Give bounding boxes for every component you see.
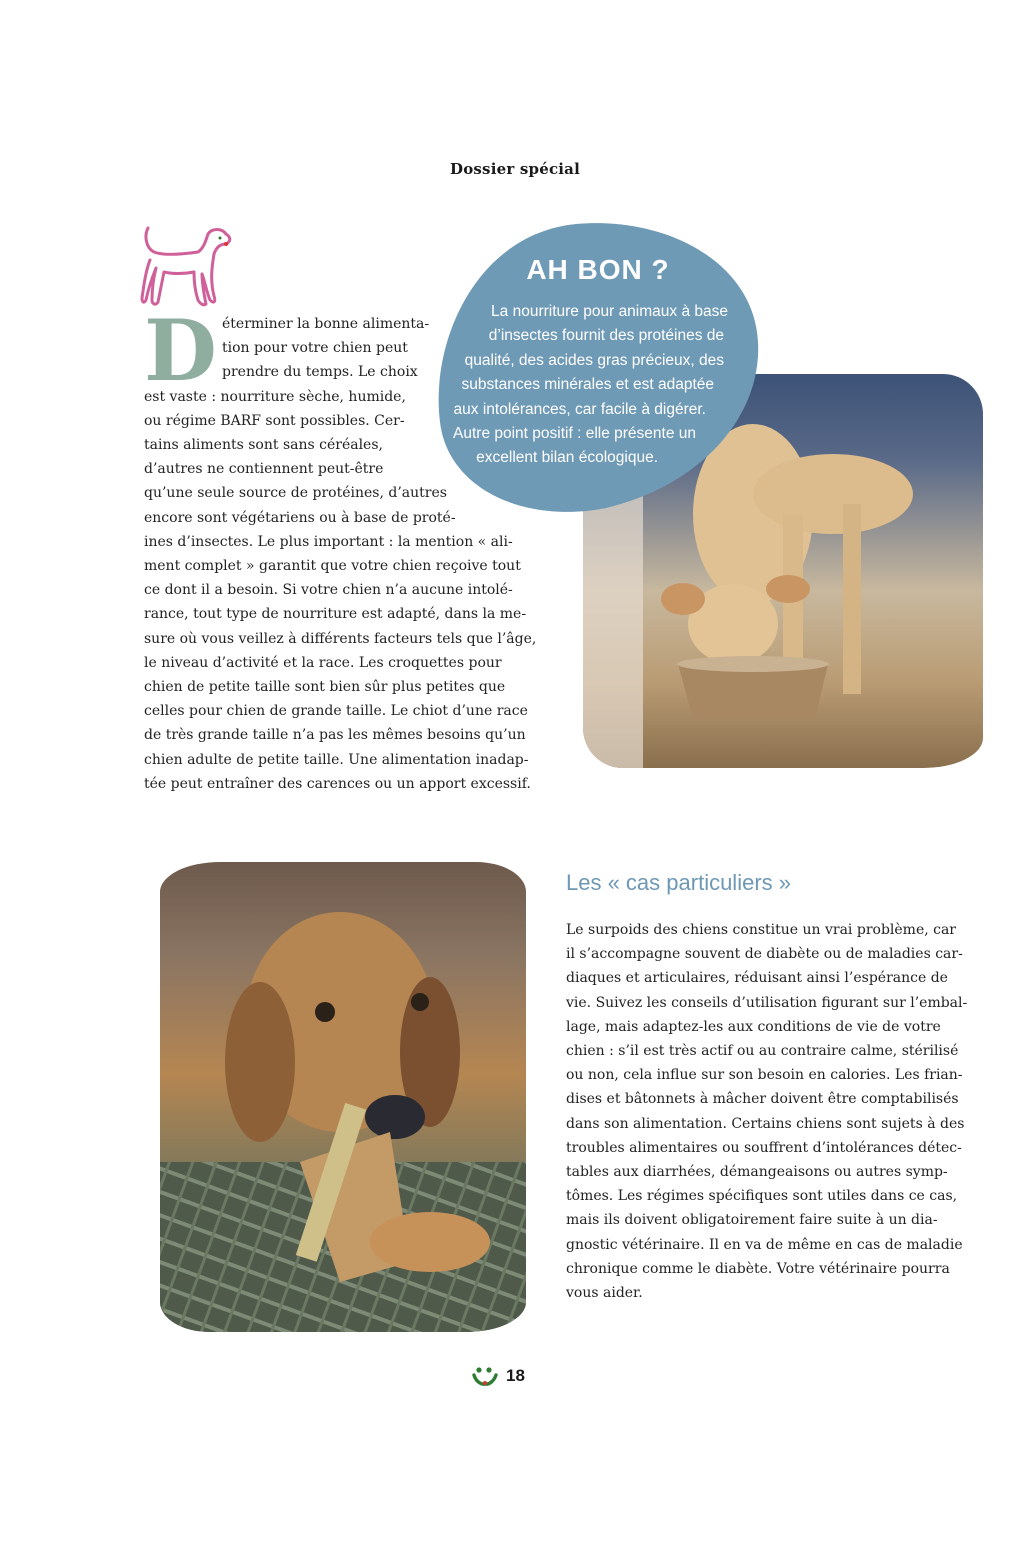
callout-line: d’insectes fournit des protéines de	[488, 327, 724, 345]
intro-line: tion pour votre chien peut	[222, 340, 408, 357]
intro-line: tée peut entraîner des carences ou un apport excessif.	[144, 775, 531, 792]
section2-line: dans son alimentation. Certains chiens sont sujets à des	[566, 1115, 965, 1132]
section2-line: mais ils doivent obligatoirement faire suite à un dia-	[566, 1212, 938, 1229]
intro-line: ce dont il a besoin. Si votre chien n’a aucune intolé-	[144, 582, 513, 599]
intro-line: sure où vous veillez à différents facteurs tels que l’âge,	[144, 630, 537, 647]
intro-line: celles pour chien de grande taille. Le chiot d’une race	[144, 703, 528, 720]
dog-outline-icon	[140, 224, 236, 310]
photo-dog-chewing	[160, 862, 526, 1332]
smiley-logo-icon	[472, 1366, 498, 1386]
callout-line: qualité, des acides gras précieux, des	[464, 351, 724, 369]
intro-line: rance, tout type de nourriture est adapté, dans la me-	[144, 606, 527, 623]
intro-line: chien de petite taille sont bien sûr plus petites que	[144, 679, 506, 696]
section2-line: vie. Suivez les conseils d’utilisation figurant sur l’embal-	[566, 994, 968, 1011]
section2-line: il s’accompagne souvent de diabète ou de maladies car-	[566, 946, 963, 963]
intro-line: prendre du temps. Le choix	[222, 364, 418, 381]
callout-title: AH BON ?	[526, 254, 670, 285]
intro-line: chien adulte de petite taille. Une alimentation inadap-	[144, 751, 529, 768]
section2-line: gnostic vétérinaire. Il en va de même en cas de maladie	[566, 1236, 963, 1253]
section2-line: Le surpoids des chiens constitue un vrai problème, car	[566, 922, 957, 938]
section2-line: dises et bâtonnets à mâcher doivent être comptabilisés	[566, 1091, 959, 1108]
section2-line: diaques et articulaires, réduisant ainsi l’espérance de	[566, 970, 948, 987]
page-number: 18	[506, 1366, 525, 1385]
intro-line: de très grande taille n’a pas les mêmes besoins qu’un	[144, 727, 526, 744]
intro-line: qu’une seule source de protéines, d’autres	[144, 485, 447, 502]
intro-line: ou régime BARF sont possibles. Cer-	[144, 412, 405, 429]
page-footer	[472, 1366, 525, 1386]
callout-line: aux intolérances, car facile à digérer.	[453, 400, 706, 418]
intro-line: le niveau d’activité et la race. Les croquettes pour	[144, 654, 502, 671]
intro-line: est vaste : nourriture sèche, humide,	[144, 388, 406, 405]
callout-text	[436, 300, 760, 471]
section-heading: Les « cas particuliers »	[566, 870, 791, 895]
intro-line: d’autres ne contiennent peut-être	[144, 461, 384, 478]
intro-line: ment complet » garantit que votre chien reçoive tout	[144, 558, 521, 575]
drop-cap: D	[144, 301, 217, 400]
section2-paragraph	[566, 918, 966, 1305]
section2-line: tables aux diarrhées, démangeaisons ou autres symp-	[566, 1164, 948, 1181]
callout-line: La nourriture pour animaux à base	[491, 303, 728, 320]
callout-line: substances minérales et est adaptée	[461, 376, 714, 394]
intro-line: éterminer la bonne alimenta-	[222, 316, 430, 332]
section-label: Dossier spécial	[450, 160, 580, 178]
intro-line: ines d’insectes. Le plus important : la mention « ali-	[144, 533, 513, 550]
section2-line: chronique comme le diabète. Votre vétérinaire pourra	[566, 1260, 950, 1277]
dog-chewing-illustration	[160, 862, 526, 1332]
section2-line: vous aider.	[566, 1285, 643, 1302]
callout-line: excellent bilan écologique.	[476, 449, 658, 467]
intro-line: encore sont végétariens ou à base de proté-	[144, 509, 456, 526]
section2-line: ou non, cela influe sur son besoin en calories. Les frian-	[566, 1067, 963, 1084]
section2-line: lage, mais adaptez-les aux conditions de vie de votre	[566, 1018, 941, 1035]
section2-line: tômes. Les régimes spécifiques sont utiles dans ce cas,	[566, 1188, 958, 1205]
section2-line: troubles alimentaires ou souffrent d’intolérances détec-	[566, 1139, 962, 1156]
intro-line: tains aliments sont sans céréales,	[144, 437, 383, 454]
section2-line: chien : s’il est très actif ou au contraire calme, stérilisé	[566, 1043, 959, 1060]
callout-bubble	[436, 222, 760, 514]
callout-line: Autre point positif : elle présente un	[453, 425, 696, 443]
